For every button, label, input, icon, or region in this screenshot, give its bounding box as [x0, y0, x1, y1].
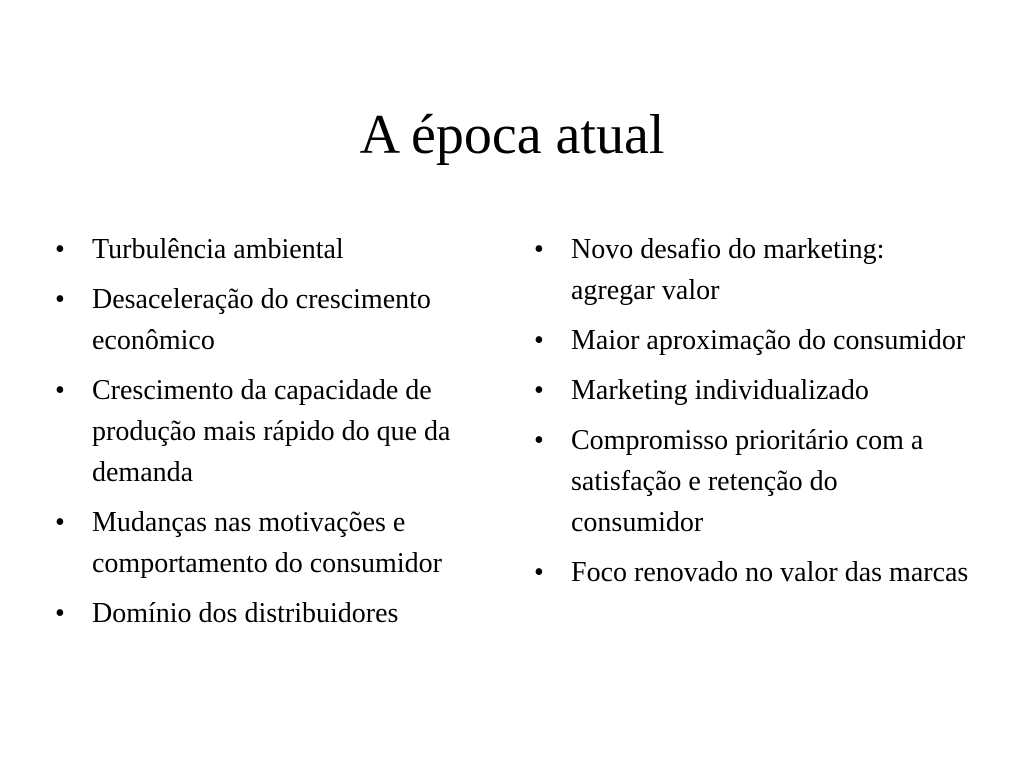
bullet-item [55, 279, 495, 361]
bullet-item [55, 593, 495, 634]
bullet-text: Foco renovado no valor das marcas [571, 557, 969, 588]
bullet-icon: • [55, 598, 65, 629]
bullet-icon: • [534, 425, 544, 456]
bullet-icon: • [55, 507, 65, 538]
bullet-item [534, 320, 974, 361]
bullet-icon: • [534, 375, 544, 406]
bullet-icon: • [55, 375, 65, 406]
right-bullet-list [534, 229, 974, 602]
left-bullet-list [55, 229, 495, 643]
bullet-icon: • [55, 234, 65, 265]
bullet-item [55, 502, 495, 584]
bullet-text: Turbulência ambiental [92, 234, 344, 265]
bullet-text: Crescimento da capacidade de produção mais rápido do que da demanda [92, 375, 451, 488]
bullet-icon: • [534, 234, 544, 265]
bullet-item [534, 229, 974, 311]
bullet-text: Desaceleração do crescimento econômico [92, 284, 431, 356]
bullet-text: Novo desafio do marketing: agregar valor [571, 234, 885, 306]
bullet-text: Marketing individualizado [571, 375, 869, 406]
bullet-text: Compromisso prioritário com a satisfação e retenção do consumidor [571, 425, 924, 538]
bullet-icon: • [534, 325, 544, 356]
bullet-icon: • [55, 284, 65, 315]
bullet-icon: • [534, 557, 544, 588]
bullet-text: Maior aproximação do consumidor [571, 325, 966, 356]
bullet-text: Mudanças nas motivações e comportamento do consumidor [92, 507, 442, 579]
bullet-item [534, 370, 974, 411]
bullet-item [534, 552, 974, 593]
slide-title: A época atual [359, 104, 665, 166]
bullet-text: Domínio dos distribuidores [92, 598, 399, 629]
bullet-item [534, 420, 974, 543]
bullet-item [55, 229, 495, 270]
bullet-item [55, 370, 495, 493]
